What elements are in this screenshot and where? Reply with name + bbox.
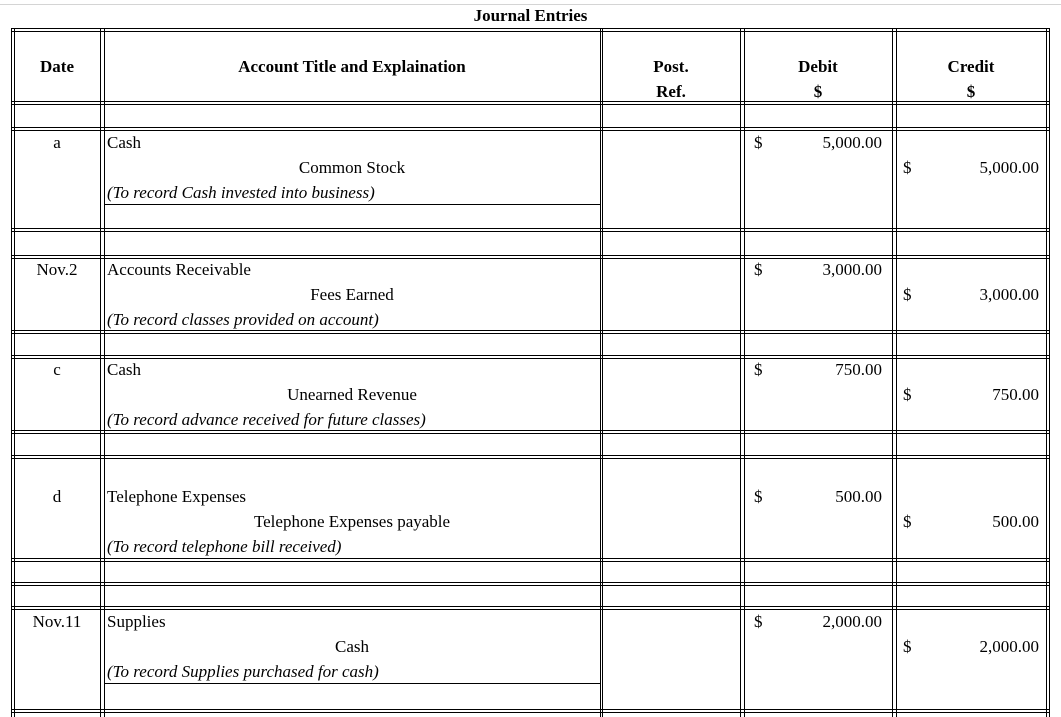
grid-hline bbox=[11, 130, 1050, 131]
grid-hline bbox=[104, 558, 600, 559]
entry-debit-account: Cash bbox=[107, 133, 141, 152]
entry-debit-currency: $ bbox=[754, 487, 763, 506]
entry-debit-amount: 750.00 bbox=[835, 360, 882, 379]
grid-hline bbox=[11, 101, 1050, 102]
entry-debit-amount: 2,000.00 bbox=[822, 612, 882, 631]
entry-debit-currency: $ bbox=[754, 260, 763, 279]
entry-credit-account: Cash bbox=[335, 637, 369, 656]
entry-date: a bbox=[53, 133, 61, 152]
entry-credit-amount: 3,000.00 bbox=[979, 285, 1039, 304]
entry-debit-currency: $ bbox=[754, 133, 763, 152]
entry-credit-currency: $ bbox=[903, 285, 912, 304]
grid-hline bbox=[11, 333, 1050, 334]
header-post-ref-2: Ref. bbox=[656, 82, 686, 101]
grid-hline bbox=[11, 458, 1050, 459]
header-account: Account Title and Explaination bbox=[238, 57, 466, 76]
entry-credit-account: Unearned Revenue bbox=[287, 385, 417, 404]
grid-vline bbox=[1046, 28, 1047, 717]
entry-debit-account: Accounts Receivable bbox=[107, 260, 251, 279]
header-debit-1: Debit bbox=[798, 57, 838, 76]
grid-hline bbox=[11, 712, 1050, 713]
grid-vline bbox=[892, 28, 893, 717]
grid-hline bbox=[11, 433, 1050, 434]
grid-vline bbox=[896, 28, 897, 717]
grid-hline bbox=[11, 228, 1050, 229]
grid-hline bbox=[11, 582, 1050, 583]
header-date: Date bbox=[40, 57, 74, 76]
grid-hline bbox=[104, 204, 600, 205]
entry-debit-account: Telephone Expenses bbox=[107, 487, 247, 506]
grid-hline bbox=[11, 709, 1050, 710]
grid-hline bbox=[104, 330, 600, 331]
entry-credit-currency: $ bbox=[903, 512, 912, 531]
grid-vline bbox=[100, 28, 101, 717]
grid-hline bbox=[11, 585, 1050, 586]
page-title: Journal Entries bbox=[473, 6, 588, 25]
grid-vline bbox=[602, 28, 603, 717]
entry-date: Nov.2 bbox=[36, 260, 78, 279]
grid-vline bbox=[11, 28, 12, 717]
grid-hline bbox=[11, 609, 1050, 610]
grid-hline bbox=[11, 358, 1050, 359]
entry-credit-currency: $ bbox=[903, 158, 912, 177]
grid-hline bbox=[11, 455, 1050, 456]
entry-explanation: (To record classes provided on account) bbox=[107, 310, 379, 329]
entry-credit-account: Telephone Expenses payable bbox=[253, 512, 451, 531]
header-credit-1: Credit bbox=[947, 57, 995, 76]
grid-hline bbox=[11, 104, 1050, 105]
entry-credit-amount: 750.00 bbox=[992, 385, 1039, 404]
grid-hline bbox=[11, 28, 1050, 29]
top-rule bbox=[0, 4, 1061, 5]
grid-hline bbox=[11, 231, 1050, 232]
entry-credit-amount: 500.00 bbox=[992, 512, 1039, 531]
entry-credit-account: Common Stock bbox=[298, 158, 406, 177]
entry-date: Nov.11 bbox=[32, 612, 82, 631]
grid-hline bbox=[11, 606, 1050, 607]
grid-hline bbox=[11, 258, 1050, 259]
grid-hline bbox=[11, 355, 1050, 356]
entry-debit-amount: 3,000.00 bbox=[822, 260, 882, 279]
entry-explanation: (To record advance received for future classes) bbox=[107, 410, 426, 429]
grid-vline bbox=[740, 28, 741, 717]
entry-explanation: (To record Supplies purchased for cash) bbox=[107, 662, 379, 681]
entry-credit-amount: 5,000.00 bbox=[979, 158, 1039, 177]
header-post-ref-1: Post. bbox=[653, 57, 689, 76]
entry-date: d bbox=[52, 487, 62, 506]
entry-debit-amount: 5,000.00 bbox=[822, 133, 882, 152]
entry-date: c bbox=[53, 360, 61, 379]
entry-debit-currency: $ bbox=[754, 360, 763, 379]
grid-hline bbox=[104, 430, 600, 431]
entry-debit-amount: 500.00 bbox=[835, 487, 882, 506]
entry-debit-account: Cash bbox=[107, 360, 141, 379]
entry-credit-currency: $ bbox=[903, 637, 912, 656]
entry-explanation: (To record Cash invested into business) bbox=[107, 183, 375, 202]
grid-hline bbox=[11, 255, 1050, 256]
entry-credit-account: Fees Earned bbox=[310, 285, 394, 304]
grid-vline bbox=[104, 28, 105, 717]
entry-debit-currency: $ bbox=[754, 612, 763, 631]
entry-credit-currency: $ bbox=[903, 385, 912, 404]
grid-hline bbox=[11, 561, 1050, 562]
grid-hline bbox=[11, 31, 1050, 32]
grid-vline bbox=[1049, 28, 1050, 717]
header-debit-2: $ bbox=[813, 82, 823, 101]
header-credit-2: $ bbox=[966, 82, 976, 101]
entry-debit-account: Supplies bbox=[107, 612, 166, 631]
grid-hline bbox=[11, 127, 1050, 128]
grid-vline bbox=[600, 28, 601, 717]
entry-explanation: (To record telephone bill received) bbox=[107, 537, 342, 556]
entry-credit-amount: 2,000.00 bbox=[979, 637, 1039, 656]
grid-hline bbox=[104, 683, 600, 684]
